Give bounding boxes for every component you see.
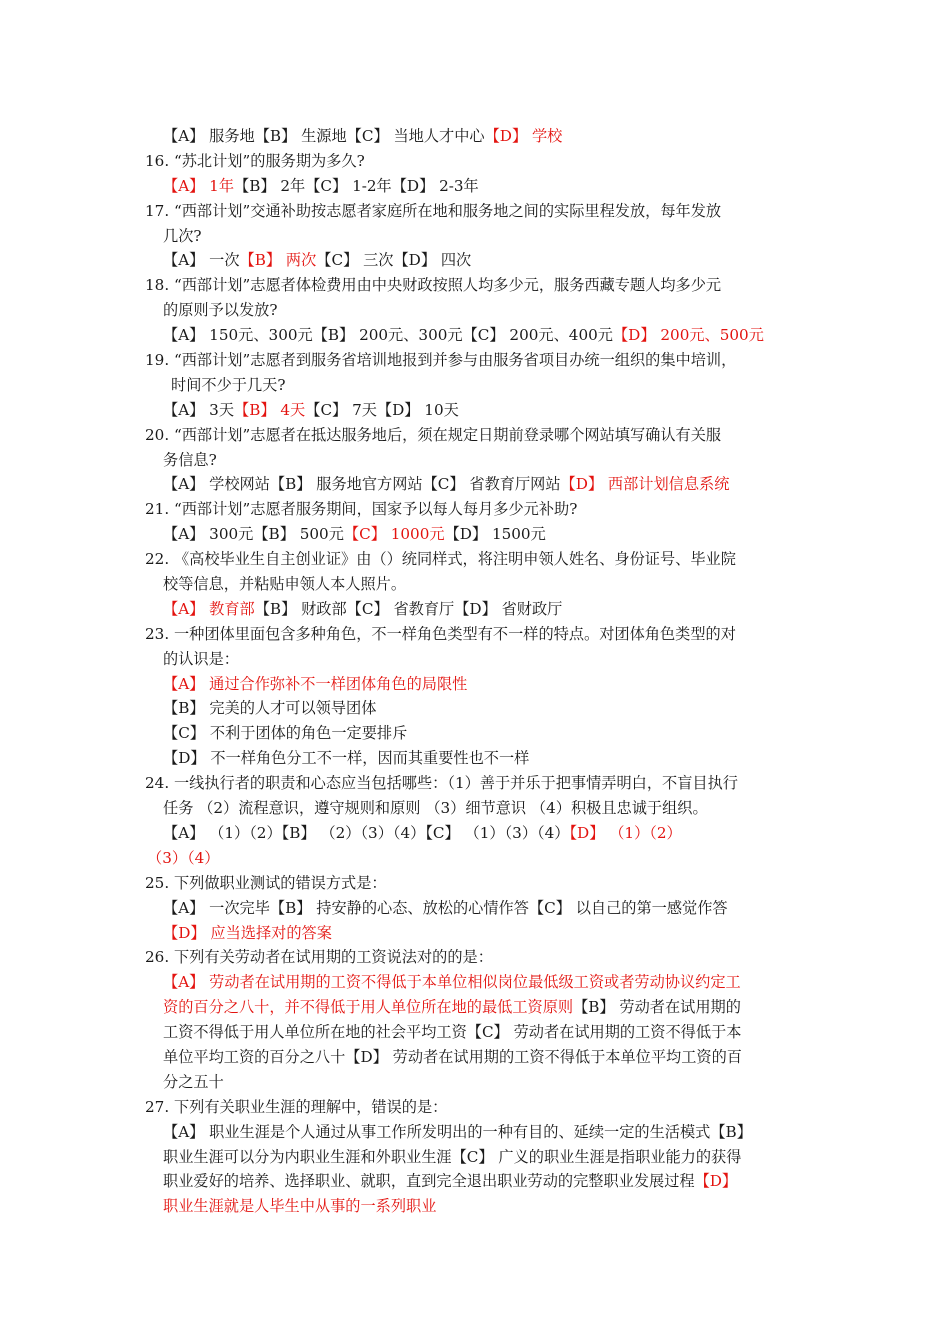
text-line	[145, 1020, 810, 1045]
line-text: 27. 下列有关职业生涯的理解中，错误的是：	[145, 1097, 448, 1116]
text-line	[145, 995, 810, 1020]
answer-text: 【A】 1年	[163, 176, 235, 195]
document-page	[145, 124, 810, 1219]
text-line	[145, 672, 810, 697]
line-text: 【B】 完美的人才可以领导团体	[163, 699, 377, 718]
line-text: 时间不少于几天?	[171, 375, 286, 394]
text-line	[145, 796, 810, 821]
answer-text: 【D】 西部计划信息系统	[560, 475, 730, 494]
answer-text: 【D】	[694, 1172, 738, 1191]
line-text: 职业生涯可以分为内职业生涯和外职业生涯【C】 广义的职业生涯是指职业能力的获得	[163, 1147, 742, 1166]
text-line	[145, 970, 810, 995]
line-text: 【C】 不利于团体的角色一定要排斥	[163, 724, 408, 743]
answer-text: 【D】 200元、500元	[612, 326, 764, 345]
text-line	[145, 224, 810, 249]
text-line	[145, 647, 810, 672]
line-text: 【A】 学校网站【B】 服务地官方网站【C】 省教育厅网站	[163, 475, 561, 494]
line-text: 20. “西部计划”志愿者在抵达服务地后，须在规定日期前登录哪个网站填写确认有关服	[145, 425, 722, 444]
line-text: 职业爱好的培养、选择职业、就职，直到完全退出职业劳动的完整职业发展过程	[163, 1172, 695, 1191]
text-line	[145, 572, 810, 597]
line-text: 【A】 一次	[163, 251, 240, 270]
text-line	[145, 945, 810, 970]
text-line	[145, 871, 810, 896]
line-text: 【B】 2年【C】 1-2年【D】 2-3年	[234, 176, 479, 195]
line-text: 几次?	[163, 226, 202, 245]
answer-text: 【B】 4天	[234, 400, 306, 419]
text-line	[145, 896, 810, 921]
text-line	[145, 423, 810, 448]
answer-text: 【D】 应当选择对的答案	[163, 923, 332, 942]
text-line	[145, 273, 810, 298]
line-text: 19. “西部计划”志愿者到服务省培训地报到并参与由服务省项目办统一组织的集中培训，	[145, 351, 737, 370]
text-line	[145, 298, 810, 323]
line-text: 【A】 3天	[163, 400, 235, 419]
line-text: 【C】 三次【D】 四次	[316, 251, 472, 270]
line-text: 18. “西部计划”志愿者体检费用由中央财政按照人均多少元，服务西藏专题人均多少元	[145, 276, 722, 295]
text-line	[145, 323, 810, 348]
line-text: 【D】 1500元	[444, 525, 546, 544]
line-text: 23. 一种团体里面包含多种角色，不一样角色类型有不一样的特点。对团体角色类型的对	[145, 624, 736, 643]
line-text: 任务 （2）流程意识，遵守规则和原则 （3）细节意识 （4）积极且忠诚于组织。	[163, 799, 708, 818]
line-text: 25. 下列做职业测试的错误方式是：	[145, 873, 387, 892]
line-text: 【A】 （1）（2）【B】 （2）（3）（4）【C】 （1）（3）（4）	[163, 823, 570, 842]
text-line	[145, 398, 810, 423]
line-text: 【A】 一次完毕【B】 持安静的心态、放松的心情作答【C】 以自己的第一感觉作答	[163, 898, 728, 917]
line-text: 的原则予以发放?	[163, 301, 278, 320]
answer-text: 【D】 （1）（2）	[569, 823, 682, 842]
text-line	[145, 248, 810, 273]
answer-text: 【C】 1000元	[343, 525, 445, 544]
text-line	[145, 746, 810, 771]
line-text: 工资不得低于用人单位所在地的社会平均工资【C】 劳动者在试用期的工资不得低于本	[163, 1023, 742, 1042]
text-line	[145, 472, 810, 497]
line-text: 单位平均工资的百分之八十【D】 劳动者在试用期的工资不得低于本单位平均工资的百	[163, 1047, 742, 1066]
line-text: 16. “苏北计划”的服务期为多久?	[145, 151, 365, 170]
line-text: 26. 下列有关劳动者在试用期的工资说法对的的是：	[145, 948, 493, 967]
line-text: 的认识是：	[163, 649, 239, 668]
line-text: 【A】 150元、300元【B】 200元、300元【C】 200元、400元	[163, 326, 613, 345]
text-line	[145, 174, 810, 199]
text-line	[145, 696, 810, 721]
line-text: 【A】 300元【B】 500元	[163, 525, 344, 544]
answer-text: 【A】 通过合作弥补不一样团体角色的局限性	[163, 674, 468, 693]
line-text: 【A】 服务地【B】 生源地【C】 当地人才中心	[163, 127, 485, 145]
line-text: 【D】 不一样角色分工不一样，因而其重要性也不一样	[163, 749, 530, 768]
line-text: 【C】 7天【D】 10天	[305, 400, 459, 419]
text-line	[145, 721, 810, 746]
answer-text: 【D】 学校	[484, 127, 563, 145]
line-text: 务信息?	[163, 450, 217, 469]
text-line	[145, 1070, 810, 1095]
text-line	[145, 921, 810, 946]
text-line	[145, 124, 810, 149]
text-line	[145, 522, 810, 547]
text-line	[145, 622, 810, 647]
text-line	[145, 149, 810, 174]
text-line	[145, 448, 810, 473]
text-line	[145, 373, 810, 398]
line-text: 分之五十	[163, 1072, 224, 1091]
line-text: 17. “西部计划”交通补助按志愿者家庭所在地和服务地之间的实际里程发放，每年发放	[145, 201, 722, 220]
line-text: 【B】 劳动者在试用期的	[573, 998, 741, 1017]
answer-text: 【A】 教育部	[163, 599, 255, 618]
text-line	[145, 1095, 810, 1120]
line-text: 校等信息，并粘贴申领人本人照片。	[163, 575, 406, 594]
text-line	[145, 1169, 810, 1194]
answer-text: 资的百分之八十，并不得低于用人单位所在地的最低工资原则	[163, 998, 574, 1017]
line-text: 24. 一线执行者的职责和心态应当包括哪些：（1）善于并乐于把事情弄明白，不盲目执行	[145, 774, 738, 793]
text-line	[145, 1045, 810, 1070]
line-text: 22. 《高校毕业生自主创业证》由（）统同样式，将注明申领人姓名、身份证号、毕业院	[145, 550, 736, 569]
text-line	[145, 597, 810, 622]
text-line	[145, 199, 810, 224]
answer-text: 【A】 劳动者在试用期的工资不得低于本单位相似岗位最低级工资或者劳动协议约定工	[163, 973, 741, 992]
line-text: 【A】 职业生涯是个人通过从事工作所发明出的一种有目的、延续一定的生活模式【B】	[163, 1122, 752, 1141]
text-line	[145, 846, 810, 871]
line-text: 21. “西部计划”志愿者服务期间，国家予以每人每月多少元补助?	[145, 500, 578, 519]
text-line	[145, 1194, 810, 1219]
line-text: 【B】 财政部【C】 省教育厅【D】 省财政厅	[254, 599, 563, 618]
text-line	[145, 1145, 810, 1170]
text-line	[145, 497, 810, 522]
text-line	[145, 771, 810, 796]
answer-text: 职业生涯就是人毕生中从事的一系列职业	[163, 1197, 437, 1216]
text-line	[145, 547, 810, 572]
text-line	[145, 1120, 810, 1145]
text-line	[145, 821, 810, 846]
text-line	[145, 348, 810, 373]
answer-text: （3）（4）	[147, 848, 220, 867]
answer-text: 【B】 两次	[239, 251, 317, 270]
